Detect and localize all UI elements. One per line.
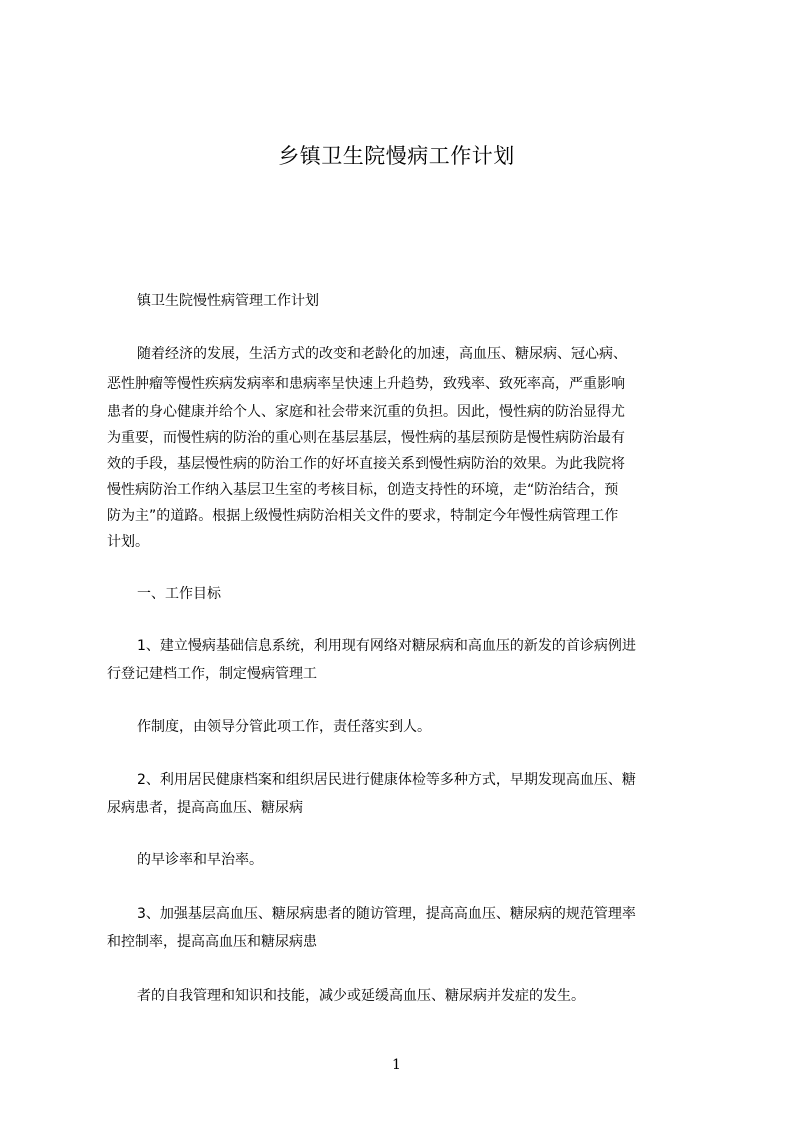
intro-line-8: 计划。 [107, 534, 149, 550]
goal-2-line-1: 2、利用居民健康档案和组织居民进行健康体检等多种方式，早期发现高血压、糖 [137, 772, 636, 788]
page-number: 1 [392, 1057, 401, 1073]
intro-line-7: 防为主”的道路。根据上级慢性病防治相关文件的要求，特制定今年慢性病管理工作 [107, 508, 619, 524]
intro-line-1: 随着经济的发展，生活方式的改变和老龄化的加速，高血压、糖尿病、冠心病、 [137, 346, 627, 362]
intro-line-6: 慢性病防治工作纳入基层卫生室的考核目标，创造支持性的环境，走“防治结合，预 [107, 482, 619, 498]
subtitle: 镇卫生院慢性病管理工作计划 [137, 293, 319, 309]
document-title: 乡镇卫生院慢病工作计划 [278, 144, 515, 168]
intro-line-3: 患者的身心健康并给个人、家庭和社会带来沉重的负担。因此，慢性病的防治显得尤 [107, 404, 625, 420]
goal-3-line-1: 3、加强基层高血压、糖尿病患者的随访管理，提高高血压、糖尿病的规范管理率 [137, 906, 636, 922]
goal-3-continuation: 者的自我管理和知识和技能，减少或延缓高血压、糖尿病并发症的发生。 [137, 988, 585, 1004]
intro-line-2: 恶性肿瘤等慢性疾病发病率和患病率呈快速上升趋势，致残率、致死率高，严重影响 [107, 376, 625, 392]
goal-1-line-1: 1、建立慢病基础信息系统，利用现有网络对糖尿病和高血压的新发的首诊病例进 [137, 638, 636, 654]
goal-2-line-2: 尿病患者，提高高血压、糖尿病 [107, 800, 303, 816]
goal-1-line-2: 行登记建档工作，制定慢病管理工 [107, 666, 317, 682]
intro-line-5: 效的手段，基层慢性病的防治工作的好坏直接关系到慢性病防治的效果。为此我院将 [107, 456, 625, 472]
intro-line-4: 为重要，而慢性病的防治的重心则在基层基层，慢性病的基层预防是慢性病防治最有 [107, 430, 625, 446]
goal-3-line-2: 和控制率，提高高血压和糖尿病患 [107, 934, 317, 950]
goal-1-continuation: 作制度，由领导分管此项工作，责任落实到人。 [137, 719, 431, 735]
goal-2-continuation: 的早诊率和早治率。 [137, 852, 263, 868]
section-heading: 一、工作目标 [137, 586, 221, 602]
